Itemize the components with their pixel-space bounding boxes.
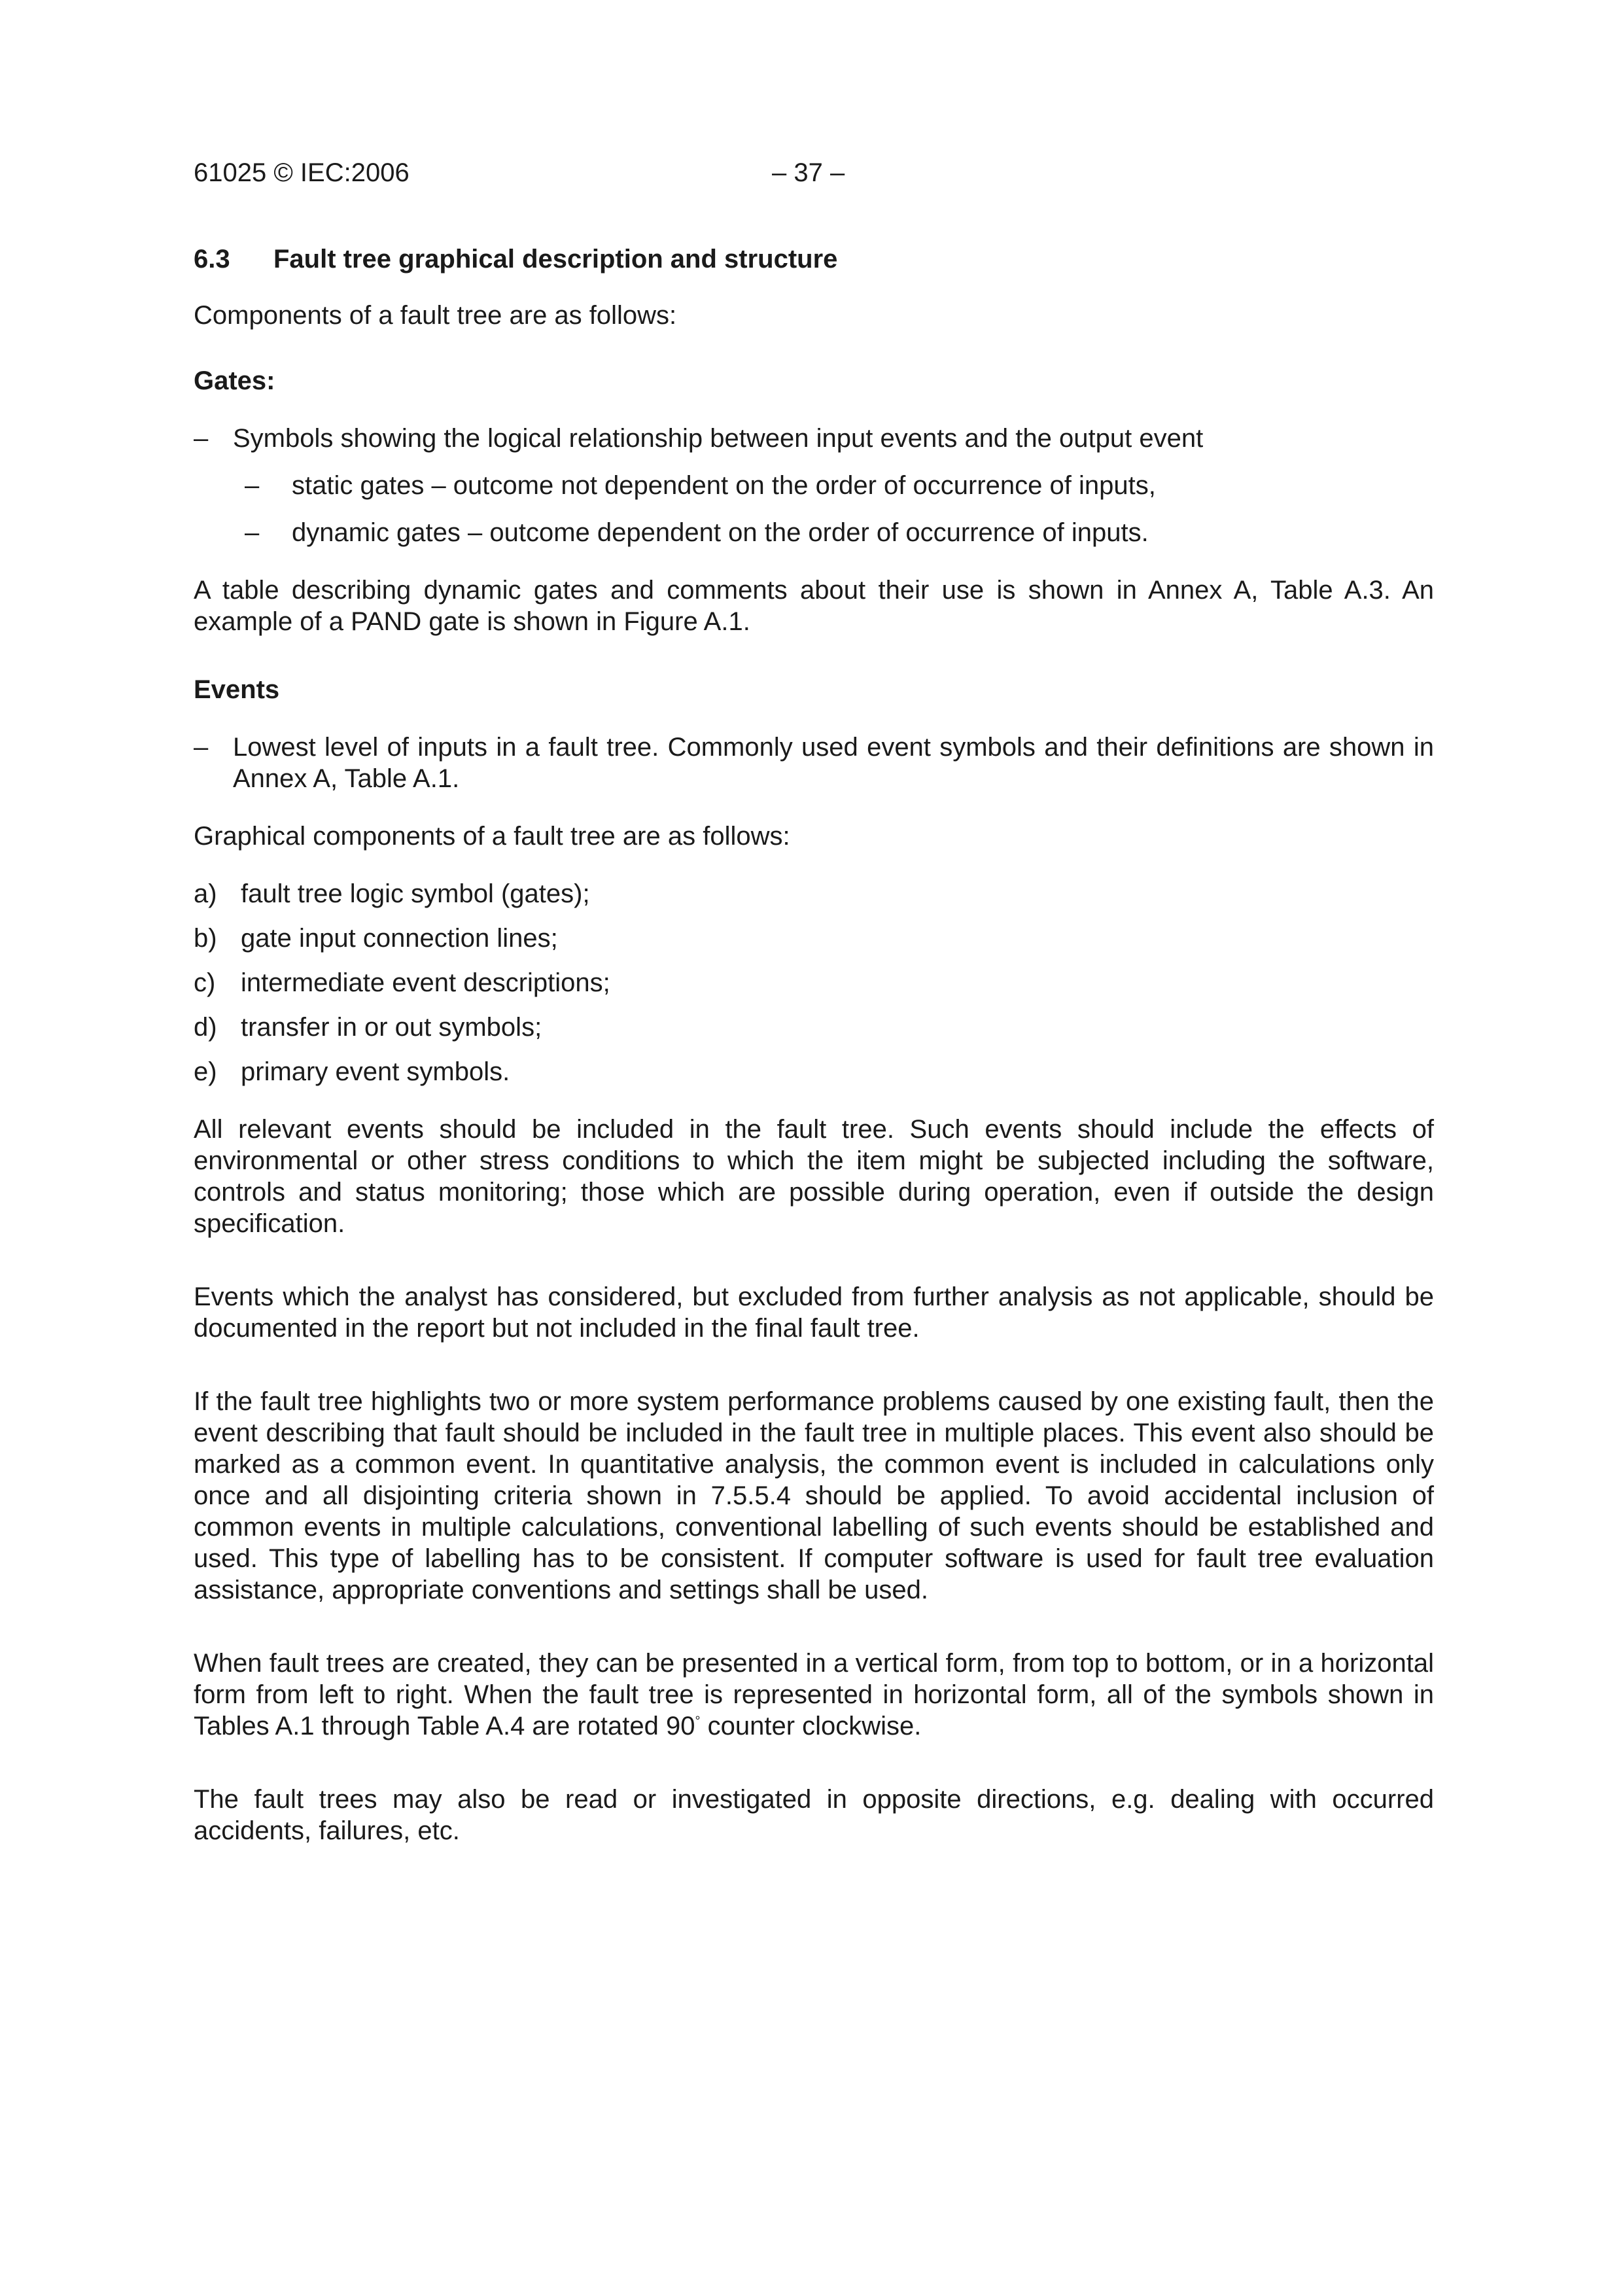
list-item-label: a) [194,879,217,908]
dash-marker: – [194,733,209,762]
paragraph-relevant-events: All relevant events should be included in the fault tree. Such events should include the effects of environmental or other stress conditions to which the item might be subjected including the software, controls and status monitoring; those which are possible during operation, even if outside the design specification. [194,1115,1434,1238]
presentation-text-after: counter clockwise. [700,1712,922,1740]
list-item-label: c) [194,968,216,997]
gates-list-item [194,423,1434,454]
list-item-text: primary event symbols. [241,1057,510,1086]
dash-marker: – [245,471,260,500]
components-intro: Components of a fault tree are as follows: [194,301,677,330]
page-header-standard: 61025 © IEC:2006 [194,158,410,187]
gates-item-text: Symbols showing the logical relationship between input events and the output event [233,424,1204,453]
gates-table-note: A table describing dynamic gates and comments about their use is shown in Annex A, Table A.3. An example of a PAND gate is shown in Figure A.1. [194,576,1434,636]
degree-symbol: ° [695,1714,701,1729]
section-number: 6.3 [194,245,230,274]
list-item-label: e) [194,1057,217,1086]
list-item [194,1012,1434,1043]
dash-marker: – [245,518,260,547]
events-item-text: Lowest level of inputs in a fault tree. Commonly used event symbols and their definitions are shown in Annex A, Table A.1. [233,733,1434,793]
gates-sublist-item-static [194,470,1434,501]
graphical-intro: Graphical components of a fault tree are as follows: [194,822,790,851]
paragraph-excluded-events: Events which the analyst has considered, but excluded from further analysis as not applicable, should be documented in the report but not included in the final fault tree. [194,1282,1434,1343]
list-item [194,878,1434,910]
page-body [194,243,1434,1875]
gates-heading: Gates: [194,366,275,395]
paragraph-common-events: If the fault tree highlights two or more system performance problems caused by one existing fault, then the event describing that fault should be included in the fault tree in multiple places. This event also should be marked as a common event. In quantitative analysis, the common event is included in calculations only once and all disjointing criteria shown in 7.5.5.4 should be applied. To avoid accidental inclusion of common events in multiple calculations, conventional labelling of such events should be established and used. This type of labelling has to be consistent. If computer software is used for fault tree evaluation assistance, appropriate conventions and settings shall be used. [194,1387,1434,1604]
presentation-text-before: When fault trees are created, they can be presented in a vertical form, from top to bottom, or in a horizontal form from left to right. When the fault tree is represented in horizontal form, all of the symbols shown in Tables A.1 through Table A.4 are rotated 90 [194,1649,1434,1740]
list-item-label: b) [194,924,217,953]
events-list-item [194,732,1434,794]
list-item-text: fault tree logic symbol (gates); [241,879,590,908]
list-item-label: d) [194,1013,217,1042]
dynamic-gates-text: dynamic gates – outcome dependent on the order of occurrence of inputs. [292,518,1149,547]
events-heading: Events [194,675,280,704]
graphical-components-list [194,878,1434,1087]
list-item [194,923,1434,954]
list-item [194,1056,1434,1087]
page-number: – 37 – [772,158,845,187]
list-item [194,967,1434,998]
dash-marker: – [194,424,209,453]
section-heading [194,243,1434,275]
list-item-text: gate input connection lines; [241,924,558,953]
paragraph-opposite-directions: The fault trees may also be read or investigated in opposite directions, e.g. dealing with occurred accidents, failures, etc. [194,1785,1434,1845]
gates-sublist-item-dynamic [194,517,1434,548]
list-item-text: transfer in or out symbols; [241,1013,542,1042]
list-item-text: intermediate event descriptions; [241,968,610,997]
static-gates-text: static gates – outcome not dependent on the order of occurrence of inputs, [292,471,1156,500]
section-title: Fault tree graphical description and structure [273,245,838,274]
paragraph-presentation-form [194,1648,1434,1742]
